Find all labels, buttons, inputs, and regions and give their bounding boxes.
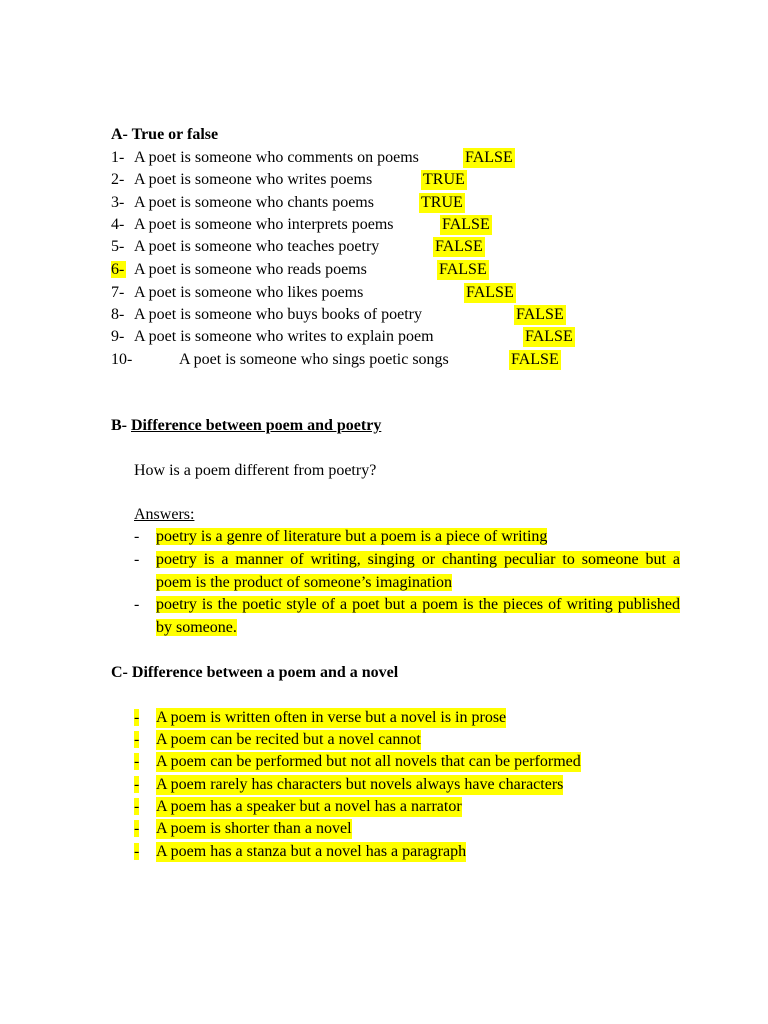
list-text: A poem is written often in verse but a novel is in prose [156, 709, 507, 726]
list-item-9 [111, 327, 573, 347]
list-item [134, 819, 352, 839]
list-item-2 [111, 170, 465, 190]
answer-badge: FALSE [435, 238, 483, 255]
list-bullet: - [134, 753, 140, 770]
section-b-title: Difference between poem and poetry [131, 417, 382, 434]
item-text: A poet is someone who sings poetic songs [179, 351, 449, 368]
list-text: A poem rarely has characters but novels always have characters [156, 776, 564, 793]
item-number: 9- [111, 328, 125, 345]
answer-text: poetry is a genre of literature but a poem is a piece of writing [156, 528, 548, 545]
section-a-heading: A- True or false [111, 126, 219, 143]
section-c-heading: C- Difference between a poem and a novel [111, 664, 399, 681]
list-item [134, 775, 564, 795]
item-text: A poet is someone who likes poems [134, 284, 364, 301]
list-item-1 [111, 148, 513, 168]
item-number: 1- [111, 149, 125, 166]
list-item [134, 797, 462, 817]
list-item-10 [111, 350, 559, 370]
list-text: A poem has a stanza but a novel has a paragraph [156, 843, 467, 860]
item-text: A poet is someone who comments on poems [134, 149, 419, 166]
item-number: 8- [111, 306, 125, 323]
list-item [134, 708, 507, 728]
answer-badge: TRUE [423, 171, 465, 188]
answer-badge: FALSE [516, 306, 564, 323]
item-number: 2- [111, 171, 125, 188]
list-item-3 [111, 193, 463, 213]
item-number: 6- [111, 261, 125, 278]
item-number: 10- [111, 351, 133, 368]
item-text: A poet is someone who buys books of poetry [134, 306, 422, 323]
answers-label: Answers: [134, 506, 195, 523]
item-number: 3- [111, 194, 125, 211]
answer-badge: FALSE [511, 351, 559, 368]
item-text: A poet is someone who reads poems [134, 261, 367, 278]
answer-bullet: - [134, 551, 140, 568]
answer-badge: TRUE [421, 194, 463, 211]
answer-item [156, 594, 680, 639]
item-text: A poet is someone who interprets poems [134, 216, 394, 233]
list-item-5 [111, 237, 483, 257]
answer-text: poetry is a manner of writing, singing or chanting peculiar to someone but a poem is the product of someone’s imagination [156, 551, 680, 591]
list-text: A poem has a speaker but a novel has a narrator [156, 798, 462, 815]
list-bullet: - [134, 843, 140, 860]
list-text: A poem is shorter than a novel [156, 820, 352, 837]
item-number: 7- [111, 284, 125, 301]
list-text: A poem can be performed but not all novels that can be performed [156, 753, 581, 770]
question-text: How is a poem different from poetry? [134, 462, 377, 479]
item-text: A poet is someone who writes to explain poem [134, 328, 434, 345]
section-b-heading [111, 416, 381, 436]
answer-bullet: - [134, 528, 140, 545]
answer-badge: FALSE [442, 216, 490, 233]
answer-badge: FALSE [466, 284, 514, 301]
list-bullet: - [134, 731, 140, 748]
answer-item [156, 549, 680, 594]
list-bullet: - [134, 709, 140, 726]
item-text: A poet is someone who teaches poetry [134, 238, 380, 255]
list-item [134, 842, 467, 862]
list-text: A poem can be recited but a novel cannot [156, 731, 421, 748]
list-bullet: - [134, 820, 140, 837]
answer-bullet: - [134, 596, 140, 613]
item-text: A poet is someone who writes poems [134, 171, 373, 188]
list-item [134, 752, 581, 772]
list-item-8 [111, 305, 564, 325]
list-item [134, 730, 421, 750]
answer-badge: FALSE [465, 149, 513, 166]
answer-badge: FALSE [525, 328, 573, 345]
answer-item [156, 526, 680, 549]
list-item-6 [111, 260, 487, 280]
list-item-4 [111, 215, 490, 235]
item-number: 4- [111, 216, 125, 233]
list-bullet: - [134, 776, 140, 793]
answer-badge: FALSE [439, 261, 487, 278]
item-text: A poet is someone who chants poems [134, 194, 374, 211]
list-item-7 [111, 283, 514, 303]
item-number: 5- [111, 238, 125, 255]
section-b-prefix: B- [111, 417, 127, 434]
answer-text: poetry is the poetic style of a poet but a poem is the pieces of writing published by someone. [156, 596, 680, 636]
list-bullet: - [134, 798, 140, 815]
